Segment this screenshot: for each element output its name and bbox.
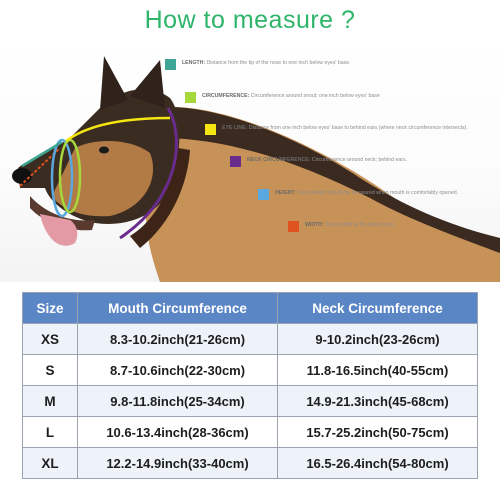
legend-key: EYE LINE: (222, 125, 248, 131)
legend-key: WIDTH: (305, 222, 324, 228)
legend-length (165, 60, 351, 70)
legend-key: HEIGHT: (275, 190, 296, 196)
neck-cell: 9-10.2inch(23-26cm) (278, 324, 478, 355)
size-cell: XS (23, 324, 78, 355)
neck-swatch (230, 156, 241, 167)
mouth-cell: 10.6-13.4inch(28-36cm) (78, 417, 278, 448)
table-header-row (23, 293, 478, 324)
height-swatch (258, 189, 269, 200)
legend-eye-line (205, 125, 468, 135)
mouth-cell: 12.2-14.9inch(33-40cm) (78, 448, 278, 479)
legend-neck-circumference (230, 157, 407, 167)
table-row (23, 324, 478, 355)
table-row (23, 386, 478, 417)
length-swatch (165, 59, 176, 70)
legend-desc: Circumference around snout; one inch below eyes' base (250, 93, 380, 99)
legend-circumference (185, 93, 380, 103)
legend-desc: Distance from one inch below eyes' base to behind ears (where neck circumference intersects). (248, 125, 468, 131)
mouth-cell: 8.3-10.2inch(21-26cm) (78, 324, 278, 355)
size-cell: L (23, 417, 78, 448)
header-mouth-circumference: Mouth Circumference (78, 293, 278, 324)
size-cell: XL (23, 448, 78, 479)
legend-desc: Snout width at the widest part. (325, 222, 395, 228)
neck-cell: 14.9-21.3inch(45-68cm) (278, 386, 478, 417)
legend-height (258, 190, 458, 200)
table-row (23, 355, 478, 386)
legend-key: NECK CIRCUMFERENCE: (247, 157, 311, 163)
neck-cell: 16.5-26.4inch(54-80cm) (278, 448, 478, 479)
size-cell: M (23, 386, 78, 417)
legend-desc: Circumference around neck; behind ears. (311, 157, 408, 163)
size-chart-table (22, 292, 478, 479)
legend-width (288, 222, 395, 232)
legend-key: CIRCUMFERENCE: (202, 93, 250, 99)
width-swatch (288, 221, 299, 232)
legend-key: LENGTH: (182, 60, 206, 66)
legend-desc: Snout height should be measured when mouth is comfortably opened. (297, 190, 459, 196)
table-row (23, 417, 478, 448)
circumference-swatch (185, 92, 196, 103)
legend-desc: Distance from the tip of the nose to one inch below eyes' base. (206, 60, 351, 66)
mouth-cell: 9.8-11.8inch(25-34cm) (78, 386, 278, 417)
neck-cell: 15.7-25.2inch(50-75cm) (278, 417, 478, 448)
page-title: How to measure ? (144, 6, 356, 34)
neck-cell: 11.8-16.5inch(40-55cm) (278, 355, 478, 386)
header-neck-circumference: Neck Circumference (278, 293, 478, 324)
header-size: Size (23, 293, 78, 324)
size-cell: S (23, 355, 78, 386)
eye-line-swatch (205, 124, 216, 135)
table-row (23, 448, 478, 479)
mouth-cell: 8.7-10.6inch(22-30cm) (78, 355, 278, 386)
